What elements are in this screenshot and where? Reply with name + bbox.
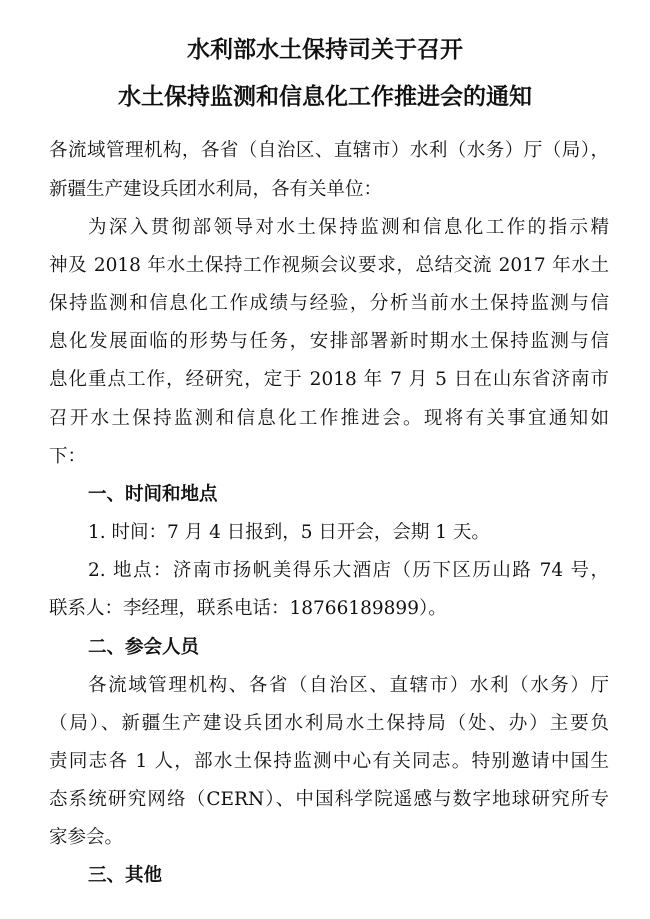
intro-line-6: 召开水土保持监测和信息化工作推进会。现将有关事宜通知如 <box>49 408 609 429</box>
place-item-line-2: 联系人：李经理，联系电话：18766189899）。 <box>49 598 447 619</box>
salutation-line-1: 各流域管理机构，各省（自治区、直辖市）水利（水务）厅（局）， <box>49 140 609 161</box>
intro-line-2: 神及 2018 年水土保持工作视频会议要求，总结交流 2017 年水土 <box>49 255 609 276</box>
section-heading-time-place: 一、时间和地点 <box>88 484 218 505</box>
intro-line-7: 下： <box>49 446 87 467</box>
attendees-line-5: 家参会。 <box>49 827 124 848</box>
attendees-line-3: 责同志各 1 人，部水土保持监测中心有关同志。特别邀请中国生 <box>49 751 609 772</box>
section-heading-attendees: 二、参会人员 <box>88 637 200 658</box>
intro-line-4: 息化发展面临的形势与任务，安排部署新时期水土保持监测与信 <box>49 331 609 352</box>
document-title-line-2: 水土保持监测和信息化工作推进会的通知 <box>118 84 532 110</box>
time-item: 1. 时间：7 月 4 日报到，5 日开会，会期 1 天。 <box>88 522 490 543</box>
attendees-line-4: 态系统研究网络（CERN）、中国科学院遥感与数字地球研究所专 <box>49 789 609 810</box>
intro-line-3: 保持监测和信息化工作成绩与经验，分析当前水土保持监测与信 <box>49 293 609 314</box>
salutation-line-2: 新疆生产建设兵团水利局，各有关单位： <box>49 179 383 200</box>
document-title-line-1: 水利部水土保持司关于召开 <box>187 37 463 63</box>
place-item-line-1: 2. 地点：济南市扬帆美得乐大酒店（历下区历山路 74 号， <box>88 560 609 581</box>
attendees-line-1: 各流域管理机构、各省（自治区、直辖市）水利（水务）厅 <box>88 675 609 696</box>
section-heading-other: 三、其他 <box>88 865 163 886</box>
attendees-line-2: （局）、新疆生产建设兵团水利局水土保持局（处、办）主要负 <box>49 713 609 734</box>
intro-line-5: 息化重点工作，经研究，定于 2018 年 7 月 5 日在山东省济南市 <box>49 369 609 390</box>
intro-line-1: 为深入贯彻部领导对水土保持监测和信息化工作的指示精 <box>88 217 609 238</box>
